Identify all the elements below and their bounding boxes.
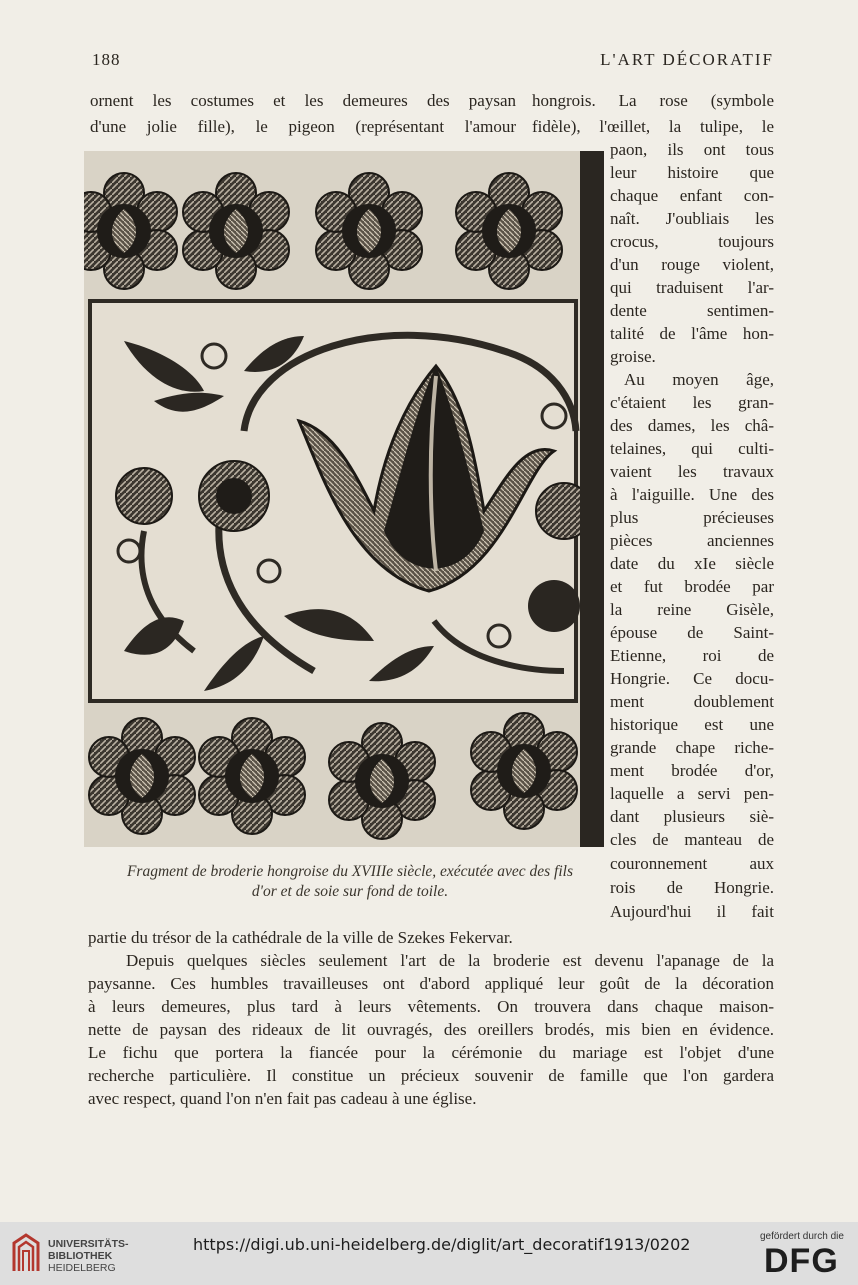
caption-line: d'or et de soie sur fond de toile.: [251, 883, 449, 900]
text-line: paon, ils ont tous: [610, 140, 774, 159]
text-line: recherche particulière. Il constitue un précieux souvenir de famille que l'on gardera: [88, 1066, 774, 1085]
page-number: 188: [92, 50, 121, 69]
figure-caption: [90, 862, 610, 902]
text-line: qui traduisent l'ar-: [610, 278, 774, 297]
running-title: L'ART DÉCORATIF: [600, 50, 774, 69]
text-line: plus précieuses: [610, 508, 774, 527]
text-line: dente sentimen-: [610, 301, 774, 320]
text-line: naît. J'oubliais les: [610, 209, 774, 228]
library-name: [48, 1238, 129, 1274]
text-line: à l'aiguille. Une des: [610, 485, 774, 504]
text-line: ornent les costumes et les demeures des paysan: [90, 91, 516, 110]
text-line: Etienne, roi de: [610, 646, 774, 665]
text-line: avec respect, quand l'on n'en fait pas cadeau à une église.: [88, 1089, 477, 1108]
text-line: laquelle a servi pen-: [610, 784, 774, 803]
text-line: Aujourd'hui il fait: [610, 902, 774, 921]
text-line: date du xIe siècle: [610, 554, 774, 573]
dfg-logo: DFG: [764, 1242, 839, 1280]
text-line: Hongrie. Ce docu-: [610, 669, 774, 688]
text-line: d'un rouge violent,: [610, 255, 774, 274]
text-line: pièces anciennes: [610, 531, 774, 550]
text-line: cles de manteau de: [610, 830, 774, 849]
text-line: à leurs demeures, plus tard à leurs vêtements. On trouvera dans chaque maison-: [88, 997, 774, 1016]
text-line: ment brodée d'or,: [610, 761, 774, 780]
text-line: fidèle), l'œillet, la tulipe, le: [532, 117, 774, 136]
text-line: couronnement aux: [610, 854, 774, 873]
text-line: partie du trésor de la cathédrale de la ville de Szekes Fekervar.: [88, 928, 513, 947]
library-line: BIBLIOTHEK: [48, 1250, 113, 1262]
text-line: et fut brodée par: [610, 577, 774, 596]
text-line: ment doublement: [610, 692, 774, 711]
text-line: leur histoire que: [610, 163, 774, 182]
text-line: la reine Gisèle,: [610, 600, 774, 619]
text-line: nette de paysan des rideaux de lit ouvragés, des oreillers brodés, mis bien en évidence.: [88, 1020, 774, 1039]
text-line: des dames, les châ-: [610, 416, 774, 435]
embroidery-image: [84, 151, 604, 847]
text-line: Depuis quelques siècles seulement l'art de la broderie est devenu l'apanage de la: [126, 951, 774, 970]
embroidery-illustration: [84, 151, 604, 847]
text-line: vaient les travaux: [610, 462, 774, 481]
text-line: dant plusieurs siè-: [610, 807, 774, 826]
text-line: historique est une: [610, 715, 774, 734]
text-line: groise.: [610, 347, 656, 366]
text-line: paysanne. Ces humbles travailleuses ont d'abord appliqué leur goût de la décoration: [88, 974, 774, 993]
library-line: UNIVERSITÄTS-: [48, 1238, 129, 1250]
text-line: Le fichu que portera la fiancée pour la cérémonie du mariage est l'objet d'une: [88, 1043, 774, 1062]
permalink-url[interactable]: https://digi.ub.uni-heidelberg.de/diglit/art_decoratif1913/0202: [193, 1235, 691, 1254]
caption-line: Fragment de broderie hongroise du XVIIIe siècle, exécutée avec des fils: [126, 863, 574, 880]
funded-by-label: gefördert durch die: [760, 1231, 844, 1242]
text-line: d'une jolie fille), le pigeon (représentant l'amour: [90, 117, 516, 136]
text-line: Au moyen âge,: [624, 370, 774, 389]
library-line: HEIDELBERG: [48, 1262, 116, 1274]
text-line: talité de l'âme hon-: [610, 324, 774, 343]
text-line: hongrois. La rose (symbole: [532, 91, 774, 110]
text-line: chaque enfant con-: [610, 186, 774, 205]
text-line: telaines, qui culti-: [610, 439, 774, 458]
text-line: grande chape riche-: [610, 738, 774, 757]
university-logo-icon: [10, 1233, 42, 1273]
text-line: rois de Hongrie.: [610, 878, 774, 897]
text-line: c'étaient les gran-: [610, 393, 774, 412]
text-line: épouse de Saint-: [610, 623, 774, 642]
text-line: crocus, toujours: [610, 232, 774, 251]
